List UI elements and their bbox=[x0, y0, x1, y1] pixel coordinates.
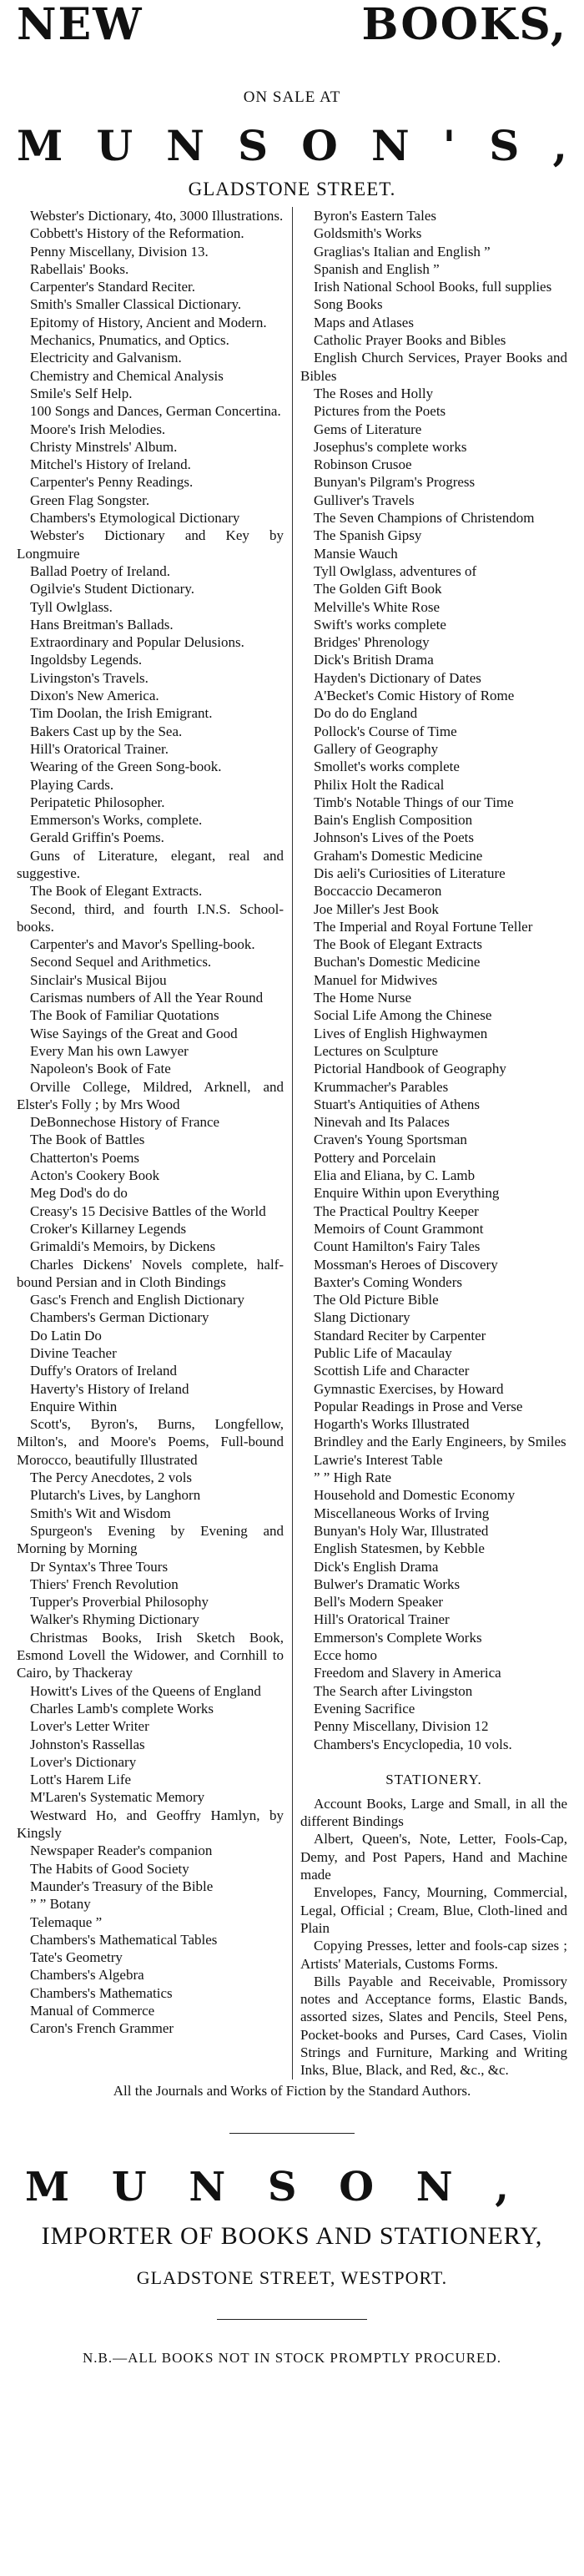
book-entry: Goldsmith's Works bbox=[314, 225, 422, 242]
book-entry: DeBonnechose History of France bbox=[30, 1114, 220, 1131]
book-entry: Mansie Wauch bbox=[314, 545, 398, 562]
book-entry: Buchan's Domestic Medicine bbox=[314, 954, 481, 970]
book-entry: Sinclair's Musical Bijou bbox=[30, 971, 167, 988]
book-entry: Krummacher's Parables bbox=[314, 1078, 449, 1095]
book-entry: Green Flag Songster. bbox=[30, 492, 150, 508]
book-entry: Memoirs of Count Grammont bbox=[314, 1220, 484, 1237]
book-entry: Smile's Self Help. bbox=[30, 385, 133, 401]
book-entry: Rabellais' Books. bbox=[30, 260, 129, 277]
book-entry: Bain's English Composition bbox=[314, 812, 473, 829]
book-entry: Do do do England bbox=[314, 705, 418, 722]
book-entry: Philix Holt the Radical bbox=[314, 776, 445, 793]
book-entry: Do Latin Do bbox=[30, 1327, 102, 1343]
book-entry: Manuel for Midwives bbox=[314, 971, 438, 988]
book-entry: Tupper's Proverbial Philosophy bbox=[30, 1594, 209, 1611]
book-entry: Swift's works complete bbox=[314, 616, 446, 633]
book-entry: The Home Nurse bbox=[314, 990, 412, 1006]
book-entry: Haverty's History of Ireland bbox=[30, 1380, 189, 1397]
book-entry: Slang Dictionary bbox=[314, 1309, 410, 1326]
book-entry: Scottish Life and Character bbox=[314, 1363, 470, 1379]
book-entry: Tate's Geometry bbox=[30, 1949, 123, 1966]
journals-note: All the Journals and Works of Fiction by the Standard Authors. bbox=[113, 2082, 471, 2099]
book-entry: The Practical Poultry Keeper bbox=[314, 1202, 479, 1219]
book-entry: Meg Dod's do do bbox=[30, 1185, 128, 1202]
book-entry: Orville College, Mildred, Arknell, and Elster's Folly ; by Mrs Wood bbox=[17, 1078, 284, 1112]
book-entry: Pottery and Porcelain bbox=[314, 1149, 436, 1166]
book-entry: Gallery of Geography bbox=[314, 740, 439, 757]
book-entry: Grimaldi's Memoirs, by Dickens bbox=[30, 1238, 216, 1255]
book-entry: Emmerson's Complete Works bbox=[314, 1629, 482, 1646]
book-entry: Lives of English Highwaymen bbox=[314, 1025, 488, 1041]
book-entry: Song Books bbox=[314, 296, 383, 313]
book-entry: Livingston's Travels. bbox=[30, 669, 149, 686]
book-entry: Charles Lamb's complete Works bbox=[30, 1700, 214, 1716]
book-entry: Lover's Letter Writer bbox=[30, 1718, 149, 1735]
book-entry: Bell's Modern Speaker bbox=[314, 1594, 444, 1611]
book-entry: Carpenter's Penny Readings. bbox=[30, 474, 194, 491]
book-entry: Westward Ho, and Geoffry Hamlyn, by Kingsly bbox=[17, 1807, 284, 1842]
stationery-entry: Albert, Queen's, Note, Letter, Fools-Cap, Demy, and Post Papers, Hand and Machine made bbox=[300, 1831, 567, 1883]
book-entry: Dick's English Drama bbox=[314, 1558, 439, 1575]
munson-letter: N bbox=[415, 2163, 453, 2211]
book-entry: Gerald Griffin's Poems. bbox=[30, 829, 164, 846]
book-entry: Extraordinary and Popular Delusions. bbox=[30, 634, 244, 651]
stationery-entry: Account Books, Large and Small, in all the different Bindings bbox=[300, 1795, 567, 1830]
book-entry: Ogilvie's Student Dictionary. bbox=[30, 581, 194, 597]
book-entry: Gasc's French and English Dictionary bbox=[30, 1292, 245, 1308]
book-entry: Bakers Cast up by the Sea. bbox=[30, 723, 183, 739]
book-entry: Timb's Notable Things of our Time bbox=[314, 794, 514, 810]
book-entry: Evening Sacrifice bbox=[314, 1700, 415, 1716]
stationery-entry: Bills Payable and Receivable, Promissory notes and Acceptance forms, Elastic Bands, assorted sizes, Slates and Pencils, Steel Pens, Pocket-books and Purses, Card Cases, Violin Strings and Furniture, Marking and Writing Inks, Blue, Black, and Red, &c., &c. bbox=[300, 1973, 567, 2079]
book-entry: Enquire Within upon Everything bbox=[314, 1185, 500, 1202]
book-entry: Graglias's Italian and English ” bbox=[314, 243, 491, 260]
book-entry: Graham's Domestic Medicine bbox=[314, 847, 483, 864]
shop-name-letter: S bbox=[489, 121, 520, 170]
book-entry: The Book of Elegant Extracts bbox=[314, 936, 483, 953]
book-entry: Baxter's Coming Wonders bbox=[314, 1273, 462, 1290]
book-entry: Catholic Prayer Books and Bibles bbox=[314, 332, 506, 349]
book-entry: Lectures on Sculpture bbox=[314, 1042, 439, 1059]
shop-name-letter: ' bbox=[442, 121, 456, 170]
book-entry: The Golden Gift Book bbox=[314, 581, 442, 597]
book-entry: Duffy's Orators of Ireland bbox=[30, 1363, 178, 1379]
book-entry: Johnston's Rassellas bbox=[30, 1736, 145, 1752]
book-entry: Hans Breitman's Ballads. bbox=[30, 616, 174, 633]
book-entry: A'Becket's Comic History of Rome bbox=[314, 688, 515, 704]
book-entry: Chambers's Etymological Dictionary bbox=[30, 510, 240, 527]
book-entry: Ballad Poetry of Ireland. bbox=[30, 562, 171, 579]
book-entry: Creasy's 15 Decisive Battles of the World bbox=[30, 1202, 266, 1219]
book-entry: Dis aeli's Curiosities of Literature bbox=[314, 865, 506, 881]
right-book-column bbox=[300, 207, 567, 1753]
book-entry: Elia and Eliana, by C. Lamb bbox=[314, 1167, 476, 1184]
book-entry: ” ” Botany bbox=[30, 1896, 91, 1913]
book-entry: Guns of Literature, elegant, real and suggestive. bbox=[17, 847, 284, 881]
book-entry: Chatterton's Poems bbox=[30, 1149, 140, 1166]
nb-note: N.B.—ALL BOOKS NOT IN STOCK PROMPTLY PROCURED. bbox=[83, 2349, 501, 2366]
book-entry: M'Laren's Systematic Memory bbox=[30, 1789, 205, 1806]
book-entry: Walker's Rhyming Dictionary bbox=[30, 1611, 199, 1628]
book-entry: Social Life Among the Chinese bbox=[314, 1007, 492, 1024]
headline-word-2: BOOKS, bbox=[361, 0, 567, 50]
munson-letter: S bbox=[267, 2163, 297, 2211]
book-entry: The Seven Champions of Christendom bbox=[314, 510, 535, 527]
book-entry: Gems of Literature bbox=[314, 421, 422, 437]
book-entry: Penny Miscellany, Division 12 bbox=[314, 1718, 489, 1735]
book-entry: Chambers's Mathematics bbox=[30, 1984, 173, 2001]
right-column bbox=[300, 207, 567, 2079]
book-entry: Count Hamilton's Fairy Tales bbox=[314, 1238, 481, 1255]
book-entry: Chambers's Mathematical Tables bbox=[30, 1931, 218, 1948]
book-entry: Bunyan's Holy War, Illustrated bbox=[314, 1522, 489, 1539]
book-entry: Scott's, Byron's, Burns, Longfellow, Milton's, and Moore's Poems, Full-bound Morocco, beautifully Illustrated bbox=[17, 1416, 284, 1468]
book-entry: Dick's British Drama bbox=[314, 652, 434, 668]
divider-rule bbox=[229, 2133, 355, 2134]
book-entry: Household and Domestic Economy bbox=[314, 1487, 516, 1504]
shop-name-letter: , bbox=[552, 121, 567, 170]
shop-name-letter: N bbox=[166, 121, 204, 170]
book-entry: The Spanish Gipsy bbox=[314, 527, 422, 544]
book-entry: Mechanics, Pnumatics, and Optics. bbox=[30, 332, 229, 349]
book-entry: Epitomy of History, Ancient and Modern. bbox=[30, 314, 267, 330]
book-entry: Playing Cards. bbox=[30, 776, 114, 793]
book-entry: Enquire Within bbox=[30, 1398, 118, 1414]
book-entry: Miscellaneous Works of Irving bbox=[314, 1505, 490, 1521]
book-entry: Gulliver's Travels bbox=[314, 492, 415, 508]
book-entry: Second Sequel and Arithmetics. bbox=[30, 954, 212, 970]
book-entry: The Book of Battles bbox=[30, 1132, 145, 1148]
shop-name-letter: S bbox=[238, 121, 269, 170]
book-entry: The Habits of Good Society bbox=[30, 1860, 189, 1877]
book-list-columns bbox=[17, 207, 567, 2079]
book-entry: Bridges' Phrenology bbox=[314, 634, 430, 651]
book-entry: Carpenter's and Mavor's Spelling-book. bbox=[30, 936, 255, 953]
book-entry: Bunyan's Pilgram's Progress bbox=[314, 474, 476, 491]
column-divider bbox=[292, 207, 293, 2079]
book-entry: Napoleon's Book of Fate bbox=[30, 1061, 171, 1077]
headline-word-1: NEW bbox=[17, 0, 143, 50]
book-entry: Bulwer's Dramatic Works bbox=[314, 1575, 461, 1592]
book-entry: English Church Services, Prayer Books and Bibles bbox=[300, 350, 567, 384]
book-entry: Howitt's Lives of the Queens of England bbox=[30, 1682, 261, 1699]
book-entry: Smith's Smaller Classical Dictionary. bbox=[30, 296, 242, 313]
book-entry: Hogarth's Works Illustrated bbox=[314, 1416, 470, 1433]
book-entry: Tyll Owlglass, adventures of bbox=[314, 562, 477, 579]
book-entry: Carismas numbers of All the Year Round bbox=[30, 990, 264, 1006]
book-entry: Freedom and Slavery in America bbox=[314, 1665, 501, 1681]
book-entry: Spurgeon's Evening by Evening and Morning by Morning bbox=[17, 1522, 284, 1557]
headline bbox=[17, 0, 567, 50]
shop-name-letter: O bbox=[301, 121, 338, 170]
book-entry: Emmerson's Works, complete. bbox=[30, 812, 203, 829]
importer-line: IMPORTER OF BOOKS AND STATIONERY, bbox=[41, 2221, 543, 2250]
stationery-entry: Envelopes, Fancy, Mourning, Commercial, Legal, Official ; Cream, Blue, Cloth-lined and Plain bbox=[300, 1884, 567, 1936]
munson-letter: , bbox=[495, 2163, 509, 2211]
shop-name-letter: M bbox=[17, 121, 63, 170]
book-entry: The Imperial and Royal Fortune Teller bbox=[314, 918, 533, 935]
address-line: GLADSTONE STREET, WESTPORT. bbox=[136, 2266, 448, 2288]
book-entry: Manual of Commerce bbox=[30, 2002, 155, 2019]
book-entry: Dixon's New America. bbox=[30, 688, 159, 704]
book-entry: Charles Dickens' Novels complete, half-bound Persian and in Cloth Bindings bbox=[17, 1256, 284, 1290]
left-book-column bbox=[17, 207, 284, 2079]
book-entry: Lott's Harem Life bbox=[30, 1772, 132, 1788]
book-entry: Public Life of Macaulay bbox=[314, 1345, 452, 1361]
book-entry: The Percy Anecdotes, 2 vols bbox=[30, 1469, 193, 1486]
book-entry: Carpenter's Standard Reciter. bbox=[30, 279, 196, 295]
book-entry: Wise Sayings of the Great and Good bbox=[30, 1025, 238, 1041]
book-entry: Christmas Books, Irish Sketch Book, Esmond Lovell the Widower, and Cornhill to Cairo, by Thackeray bbox=[17, 1629, 284, 1681]
book-entry: Maps and Atlases bbox=[314, 314, 414, 330]
book-entry: Moore's Irish Melodies. bbox=[30, 421, 166, 437]
book-entry: Josephus's complete works bbox=[314, 438, 467, 455]
book-entry: Smollet's works complete bbox=[314, 759, 460, 775]
book-entry: Divine Teacher bbox=[30, 1345, 117, 1361]
street-heading: GLADSTONE STREET. bbox=[188, 179, 396, 199]
stationery-title: STATIONERY. bbox=[385, 1771, 482, 1787]
book-entry: Robinson Crusoe bbox=[314, 456, 412, 473]
book-entry: Dr Syntax's Three Tours bbox=[30, 1558, 169, 1575]
book-entry: Mitchel's History of Ireland. bbox=[30, 456, 191, 473]
book-entry: Croker's Killarney Legends bbox=[30, 1220, 187, 1237]
book-entry: Byron's Eastern Tales bbox=[314, 208, 436, 224]
munson-letter: N bbox=[189, 2163, 226, 2211]
book-entry: Plutarch's Lives, by Langhorn bbox=[30, 1487, 201, 1504]
munson-letter: M bbox=[25, 2163, 70, 2211]
book-entry: Chambers's German Dictionary bbox=[30, 1309, 209, 1326]
book-entry: Webster's Dictionary, 4to, 3000 Illustrations. bbox=[30, 208, 284, 224]
shop-name-letter: U bbox=[96, 121, 133, 170]
book-entry: Lawrie's Interest Table bbox=[314, 1451, 443, 1468]
book-entry: Popular Readings in Prose and Verse bbox=[314, 1398, 523, 1414]
book-entry: Hill's Oratorical Trainer. bbox=[30, 740, 169, 757]
book-entry: Pictorial Handbook of Geography bbox=[314, 1061, 506, 1077]
book-entry: Craven's Young Sportsman bbox=[314, 1132, 467, 1148]
book-entry: The Book of Familiar Quotations bbox=[30, 1007, 219, 1024]
book-entry: Johnson's Lives of the Poets bbox=[314, 829, 474, 846]
book-entry: Gymnastic Exercises, by Howard bbox=[314, 1380, 504, 1397]
book-entry: Tim Doolan, the Irish Emigrant. bbox=[30, 705, 213, 722]
book-entry: ” ” High Rate bbox=[314, 1469, 391, 1486]
book-entry: Every Man his own Lawyer bbox=[30, 1042, 189, 1059]
book-entry: Joe Miller's Jest Book bbox=[314, 900, 439, 917]
book-entry: Stuart's Antiquities of Athens bbox=[314, 1096, 481, 1112]
shop-name-letter: N bbox=[370, 121, 410, 170]
book-entry: The Search after Livingston bbox=[314, 1682, 473, 1699]
book-entry: The Old Picture Bible bbox=[314, 1292, 439, 1308]
book-entry: Chambers's Encyclopedia, 10 vols. bbox=[314, 1736, 512, 1752]
book-entry: Mossman's Heroes of Discovery bbox=[314, 1256, 498, 1273]
book-entry: Spanish and English ” bbox=[314, 260, 440, 277]
book-entry: Hayden's Dictionary of Dates bbox=[314, 669, 481, 686]
book-entry: Electricity and Galvanism. bbox=[30, 350, 182, 366]
book-entry: Ecce homo bbox=[314, 1647, 377, 1664]
book-entry: Cobbett's History of the Reformation. bbox=[30, 225, 244, 242]
book-entry: Ingoldsby Legends. bbox=[30, 652, 143, 668]
book-entry: Christy Minstrels' Album. bbox=[30, 438, 178, 455]
book-entry: Chemistry and Chemical Analysis bbox=[30, 367, 224, 384]
munson-signature bbox=[25, 2163, 509, 2211]
book-entry: Second, third, and fourth I.N.S. School-books. bbox=[17, 900, 284, 935]
book-entry: English Statesmen, by Kebble bbox=[314, 1540, 485, 1557]
book-entry: Peripatetic Philosopher. bbox=[30, 794, 165, 810]
book-entry: Webster's Dictionary and Key by Longmuire bbox=[17, 527, 284, 562]
book-entry: Lover's Dictionary bbox=[30, 1753, 137, 1770]
book-entry: Caron's French Grammer bbox=[30, 2020, 174, 2037]
book-entry: The Book of Elegant Extracts. bbox=[30, 883, 203, 900]
stationery-list bbox=[300, 1795, 567, 2079]
book-entry: Penny Miscellany, Division 13. bbox=[30, 243, 209, 260]
munson-letter: O bbox=[339, 2163, 375, 2211]
book-entry: Thiers' French Revolution bbox=[30, 1575, 179, 1592]
book-entry: Smith's Wit and Wisdom bbox=[30, 1505, 171, 1521]
book-entry: Acton's Cookery Book bbox=[30, 1167, 160, 1184]
book-entry: Pictures from the Poets bbox=[314, 403, 446, 420]
book-entry: The Roses and Holly bbox=[314, 385, 434, 401]
book-entry: 100 Songs and Dances, German Concertina. bbox=[30, 403, 281, 420]
munson-letter: U bbox=[111, 2163, 147, 2211]
book-entry: Maunder's Treasury of the Bible bbox=[30, 1878, 214, 1894]
book-entry: Pollock's Course of Time bbox=[314, 723, 457, 739]
book-entry: Wearing of the Green Song-book. bbox=[30, 759, 222, 775]
book-entry: Ninevah and Its Palaces bbox=[314, 1114, 450, 1131]
book-entry: Newspaper Reader's companion bbox=[30, 1843, 213, 1859]
book-entry: Tyll Owlglass. bbox=[30, 598, 113, 615]
book-entry: Melville's White Rose bbox=[314, 598, 441, 615]
book-entry: Irish National School Books, full supplies bbox=[314, 279, 552, 295]
book-entry: Boccaccio Decameron bbox=[314, 883, 442, 900]
book-entry: Standard Reciter by Carpenter bbox=[314, 1327, 486, 1343]
shop-name bbox=[17, 121, 567, 170]
on-sale-label: ON SALE AT bbox=[243, 88, 341, 106]
book-entry: Chambers's Algebra bbox=[30, 1967, 144, 1984]
stationery-entry: Copying Presses, letter and fools-cap sizes ; Artists' Materials, Customs Forms. bbox=[300, 1938, 567, 1972]
book-entry: Hill's Oratorical Trainer bbox=[314, 1611, 450, 1628]
divider-rule-2 bbox=[217, 2319, 367, 2320]
book-entry: Telemaque ” bbox=[30, 1913, 103, 1930]
book-entry: Brindley and the Early Engineers, by Smiles bbox=[314, 1434, 566, 1450]
